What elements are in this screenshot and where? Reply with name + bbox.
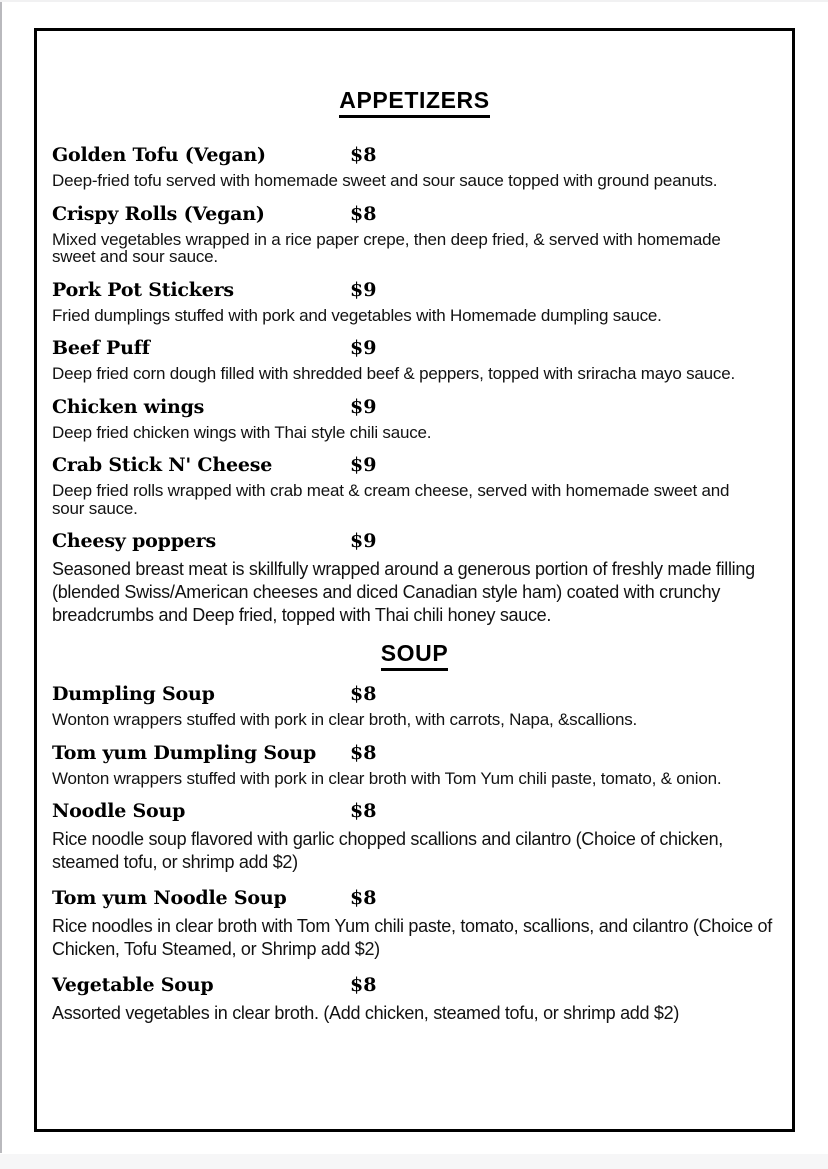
item-description: Seasoned breast meat is skillfully wrapped around a generous portion of freshly made filling (blended Swiss/American cheeses and diced Canadian style ham) coated with crunchy breadcrumbs and Deep fried, topped with Thai chili honey sauce. bbox=[52, 559, 755, 625]
section-title bbox=[37, 87, 792, 118]
page-top-edge bbox=[0, 0, 828, 2]
item-description: Rice noodle soup flavored with garlic chopped scallions and cilantro (Choice of chicken, steamed tofu, or shrimp add $2) bbox=[52, 829, 723, 872]
item-header bbox=[52, 800, 792, 824]
page-left-edge bbox=[0, 2, 2, 1153]
item-description: Wonton wrappers stuffed with pork in clear broth, with carrots, Napa, &scallions. bbox=[52, 710, 638, 729]
item-name: Tom yum Dumpling Soup bbox=[52, 741, 317, 764]
item-description: Deep-fried tofu served with homemade sweet and sour sauce topped with ground peanuts. bbox=[52, 171, 718, 190]
item-description: Deep fried corn dough filled with shredded beef & peppers, topped with sriracha mayo sauce. bbox=[52, 364, 735, 383]
menu-item bbox=[52, 974, 792, 1025]
menu-section bbox=[52, 640, 792, 1025]
item-price: $8 bbox=[350, 202, 377, 225]
menu-border-box bbox=[34, 28, 795, 1132]
menu-item bbox=[52, 144, 792, 190]
item-price: $8 bbox=[350, 741, 377, 764]
item-name: Vegetable Soup bbox=[52, 974, 214, 996]
section-title-text: APPETIZERS bbox=[339, 87, 489, 118]
item-name: Chicken wings bbox=[52, 395, 205, 418]
item-description: Deep fried chicken wings with Thai style chili sauce. bbox=[52, 422, 432, 442]
item-header bbox=[52, 396, 792, 420]
item-header bbox=[52, 742, 792, 766]
menu-item bbox=[52, 800, 792, 874]
menu-item bbox=[52, 454, 792, 517]
item-name: Tom yum Noodle Soup bbox=[52, 887, 287, 909]
item-price: $8 bbox=[350, 887, 377, 909]
item-name: Pork Pot Stickers bbox=[52, 278, 234, 301]
item-description: Wonton wrappers stuffed with pork in clear broth with Tom Yum chili paste, tomato, & onion. bbox=[52, 768, 722, 788]
item-name: Crab Stick N' Cheese bbox=[52, 454, 273, 476]
page-bottom-gutter bbox=[0, 1154, 828, 1169]
item-name: Noodle Soup bbox=[52, 800, 186, 822]
item-header bbox=[52, 337, 792, 361]
menu-item bbox=[52, 396, 792, 442]
item-header bbox=[52, 203, 792, 227]
menu-section bbox=[52, 87, 792, 627]
menu-item bbox=[52, 337, 792, 383]
item-name: Crispy Rolls (Vegan) bbox=[52, 202, 265, 225]
menu-item bbox=[52, 530, 792, 627]
section-title bbox=[37, 640, 792, 671]
menu-item bbox=[52, 683, 792, 729]
item-price: $8 bbox=[350, 683, 377, 705]
item-price: $8 bbox=[350, 974, 377, 996]
menu-item bbox=[52, 742, 792, 788]
item-price: $9 bbox=[350, 395, 377, 418]
menu-item bbox=[52, 887, 792, 961]
item-name: Cheesy poppers bbox=[52, 530, 216, 552]
item-header bbox=[52, 887, 792, 911]
item-name: Golden Tofu (Vegan) bbox=[52, 144, 266, 166]
item-price: $9 bbox=[350, 454, 377, 476]
item-header bbox=[52, 974, 792, 998]
item-description: Fried dumplings stuffed with pork and vegetables with Homemade dumpling sauce. bbox=[52, 305, 662, 325]
menu-content bbox=[52, 87, 792, 1025]
item-price: $8 bbox=[350, 144, 377, 166]
item-price: $8 bbox=[350, 800, 377, 822]
menu-item bbox=[52, 203, 792, 266]
item-header bbox=[52, 683, 792, 707]
section-title-text: SOUP bbox=[381, 640, 449, 671]
item-name: Beef Puff bbox=[52, 337, 150, 359]
item-price: $9 bbox=[350, 278, 377, 301]
item-description: Rice noodles in clear broth with Tom Yum chili paste, tomato, scallions, and cilantro (Choice of Chicken, Tofu Steamed, or Shrimp add $2) bbox=[52, 916, 772, 959]
item-price: $9 bbox=[350, 530, 377, 552]
item-header bbox=[52, 279, 792, 303]
item-header bbox=[52, 530, 792, 554]
item-header bbox=[52, 454, 792, 478]
item-name: Dumpling Soup bbox=[52, 683, 215, 705]
menu-item bbox=[52, 279, 792, 325]
item-description: Assorted vegetables in clear broth. (Add chicken, steamed tofu, or shrimp add $2) bbox=[52, 1003, 680, 1023]
item-description: Deep fried rolls wrapped with crab meat & cream cheese, served with homemade sweet and sour sauce. bbox=[52, 481, 730, 518]
item-description: Mixed vegetables wrapped in a rice paper crepe, then deep fried, & served with homemade sweet and sour sauce. bbox=[52, 229, 721, 266]
item-header bbox=[52, 144, 792, 168]
item-price: $9 bbox=[350, 337, 377, 359]
